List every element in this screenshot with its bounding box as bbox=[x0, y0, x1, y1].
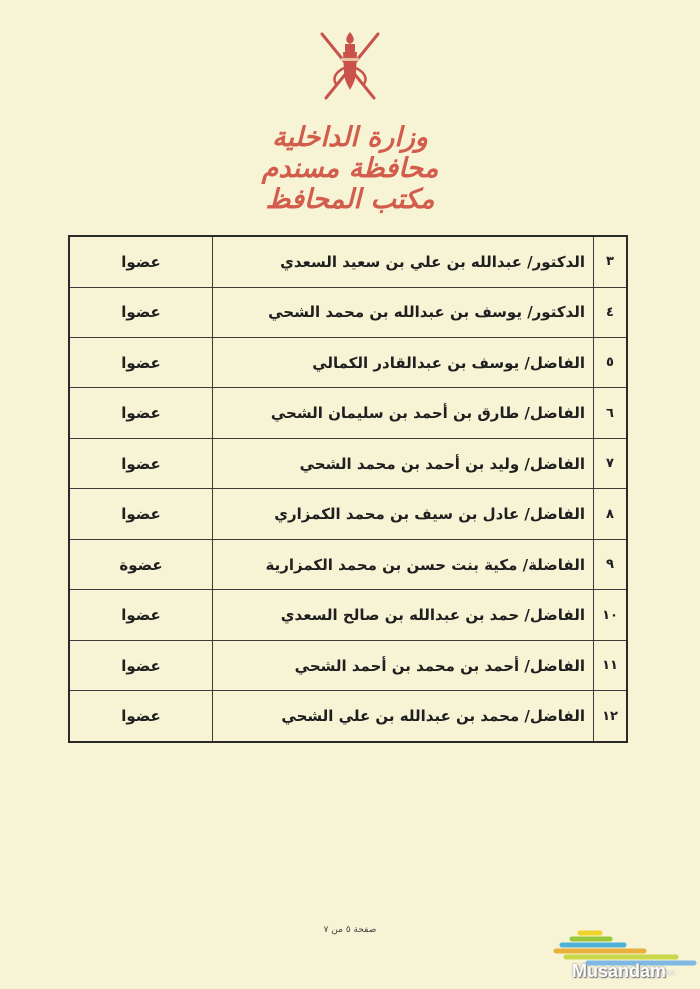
row-number: ٨ bbox=[594, 489, 628, 539]
ministry-name: وزارة الداخلية bbox=[272, 122, 428, 153]
member-name: الفاضل/ أحمد بن محمد بن أحمد الشحي bbox=[213, 640, 594, 690]
row-number: ١٠ bbox=[594, 590, 628, 640]
governorate-name: محافظة مسندم bbox=[261, 153, 439, 184]
table-row bbox=[69, 539, 627, 589]
member-name: الفاضلة/ مكية بنت حسن بن محمد الكمزارية bbox=[213, 539, 594, 589]
row-number: ٩ bbox=[594, 539, 628, 589]
member-role: عضوا bbox=[69, 691, 213, 742]
row-number: ٧ bbox=[594, 438, 628, 488]
member-role: عضوا bbox=[69, 236, 213, 287]
table-row bbox=[69, 590, 627, 640]
row-number: ٤ bbox=[594, 287, 628, 337]
member-name: الفاضل/ طارق بن أحمد بن سليمان الشحي bbox=[213, 388, 594, 438]
member-name: الدكتور/ يوسف بن عبدالله بن محمد الشحي bbox=[213, 287, 594, 337]
member-role: عضوا bbox=[69, 590, 213, 640]
member-role: عضوا bbox=[69, 337, 213, 387]
member-role: عضوة bbox=[69, 539, 213, 589]
row-number: ١١ bbox=[594, 640, 628, 690]
member-name: الدكتور/ عبدالله بن علي بن سعيد السعدي bbox=[213, 236, 594, 287]
member-name: الفاضل/ حمد بن عبدالله بن صالح السعدي bbox=[213, 590, 594, 640]
row-number: ٦ bbox=[594, 388, 628, 438]
member-name: الفاضل/ يوسف بن عبدالقادر الكمالي bbox=[213, 337, 594, 387]
table-row bbox=[69, 640, 627, 690]
table-row bbox=[69, 337, 627, 387]
table-row bbox=[69, 691, 627, 742]
office-name: مكتب المحافظ bbox=[265, 184, 435, 215]
member-role: عضوا bbox=[69, 489, 213, 539]
member-role: عضوا bbox=[69, 388, 213, 438]
member-name: الفاضل/ محمد بن عبدالله بن علي الشحي bbox=[213, 691, 594, 742]
members-table bbox=[68, 235, 628, 743]
table-row bbox=[69, 236, 627, 287]
table-row bbox=[69, 489, 627, 539]
row-number: ٣ bbox=[594, 236, 628, 287]
row-number: ١٢ bbox=[594, 691, 628, 742]
oman-khanjar-emblem-icon bbox=[312, 28, 388, 104]
site-watermark bbox=[540, 925, 700, 989]
member-role: عضوا bbox=[69, 287, 213, 337]
page-number: صفحة ٥ من ٧ bbox=[323, 925, 377, 935]
row-number: ٥ bbox=[594, 337, 628, 387]
member-role: عضوا bbox=[69, 438, 213, 488]
letterhead bbox=[200, 122, 500, 215]
table-row bbox=[69, 287, 627, 337]
member-role: عضوا bbox=[69, 640, 213, 690]
table-row bbox=[69, 388, 627, 438]
watermark-text: Musandam bbox=[572, 961, 667, 981]
member-name: الفاضل/ وليد بن أحمد بن محمد الشحي bbox=[213, 438, 594, 488]
member-name: الفاضل/ عادل بن سيف بن محمد الكمزاري bbox=[213, 489, 594, 539]
table-row bbox=[69, 438, 627, 488]
watermark-suffix: .net bbox=[663, 970, 675, 977]
